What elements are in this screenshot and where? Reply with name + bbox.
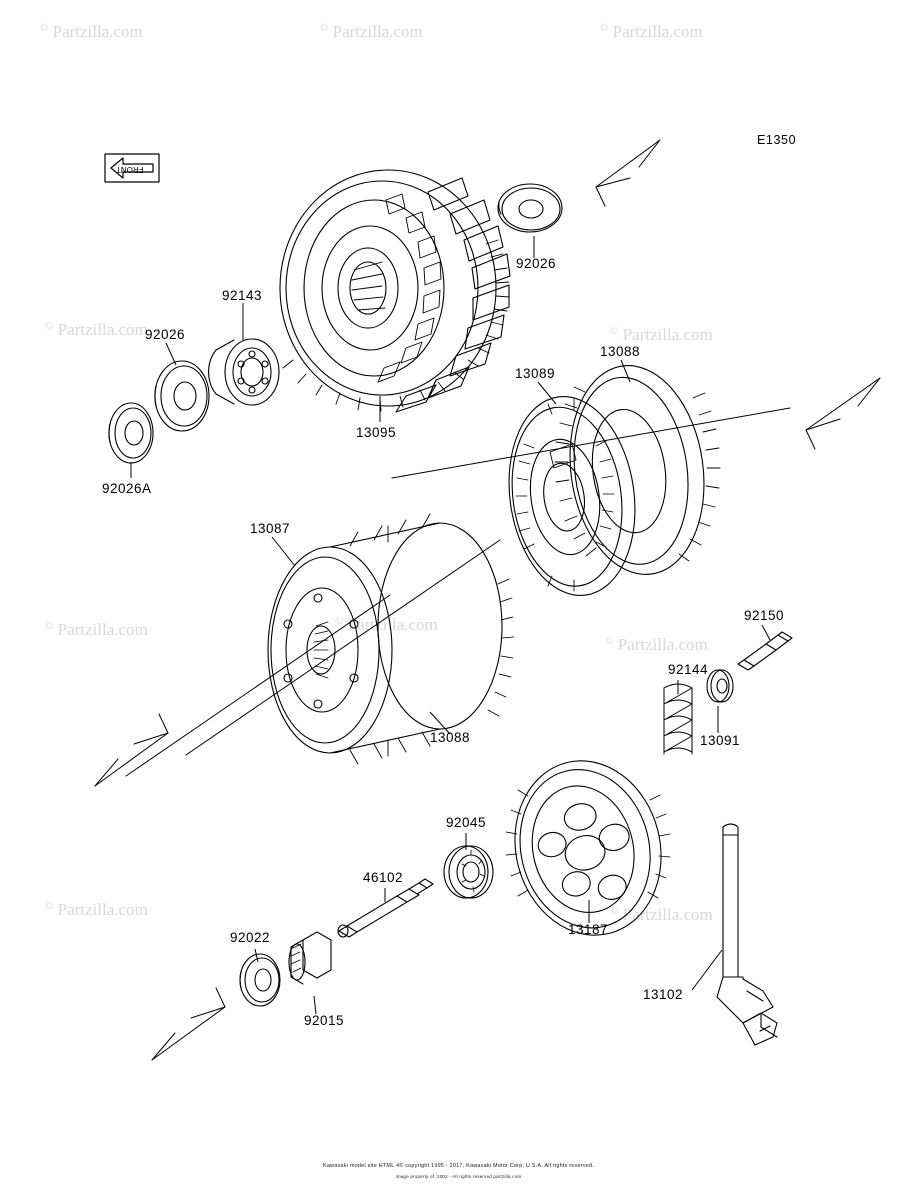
watermark: © Partzilla.com xyxy=(45,320,148,339)
part-label-13088-lower[interactable]: 13088 xyxy=(430,730,471,745)
figure-id: E1350 xyxy=(757,133,797,147)
part-label-13089[interactable]: 13089 xyxy=(515,366,556,381)
part-label-92022[interactable]: 92022 xyxy=(230,930,271,945)
watermark: © Partzilla.com xyxy=(610,325,713,344)
part-label-13095[interactable]: 13095 xyxy=(356,425,397,440)
part-label-92015[interactable]: 92015 xyxy=(304,1013,345,1028)
part-label-13102[interactable]: 13102 xyxy=(643,987,684,1002)
svg-text:FRONT: FRONT xyxy=(116,165,144,174)
part-label-92144[interactable]: 92144 xyxy=(668,662,709,677)
watermark: © Partzilla.com xyxy=(600,22,703,41)
part-label-92026-upper[interactable]: 92026 xyxy=(516,256,557,271)
part-label-13087[interactable]: 13087 xyxy=(250,521,291,536)
part-label-13187[interactable]: 13187 xyxy=(568,922,609,937)
part-label-13091[interactable]: 13091 xyxy=(700,733,741,748)
watermark: © Partzilla.com xyxy=(335,615,438,634)
footer-copyright-line2: image property of, 2002 - All rights reserved partzilla.com xyxy=(395,1174,522,1179)
part-label-92150[interactable]: 92150 xyxy=(744,608,785,623)
part-label-46102[interactable]: 46102 xyxy=(363,870,404,885)
part-label-92026-left[interactable]: 92026 xyxy=(145,327,186,342)
watermark: © Partzilla.com xyxy=(320,22,423,41)
part-label-92045[interactable]: 92045 xyxy=(446,815,487,830)
watermark: © Partzilla.com xyxy=(610,905,713,924)
part-label-13088-upper[interactable]: 13088 xyxy=(600,344,641,359)
part-label-92143[interactable]: 92143 xyxy=(222,288,263,303)
watermark: © Partzilla.com xyxy=(45,900,148,919)
watermark: © Partzilla.com xyxy=(40,22,143,41)
watermark: © Partzilla.com xyxy=(605,635,708,654)
part-label-92026a[interactable]: 92026A xyxy=(102,481,152,496)
watermark: © Partzilla.com xyxy=(45,620,148,639)
footer-copyright-line1: Kawasaki model site HTML 4© copyright 1995 - 2017, Kawasaki Motor Corp, U.S.A. All rights reserved. xyxy=(323,1163,594,1169)
